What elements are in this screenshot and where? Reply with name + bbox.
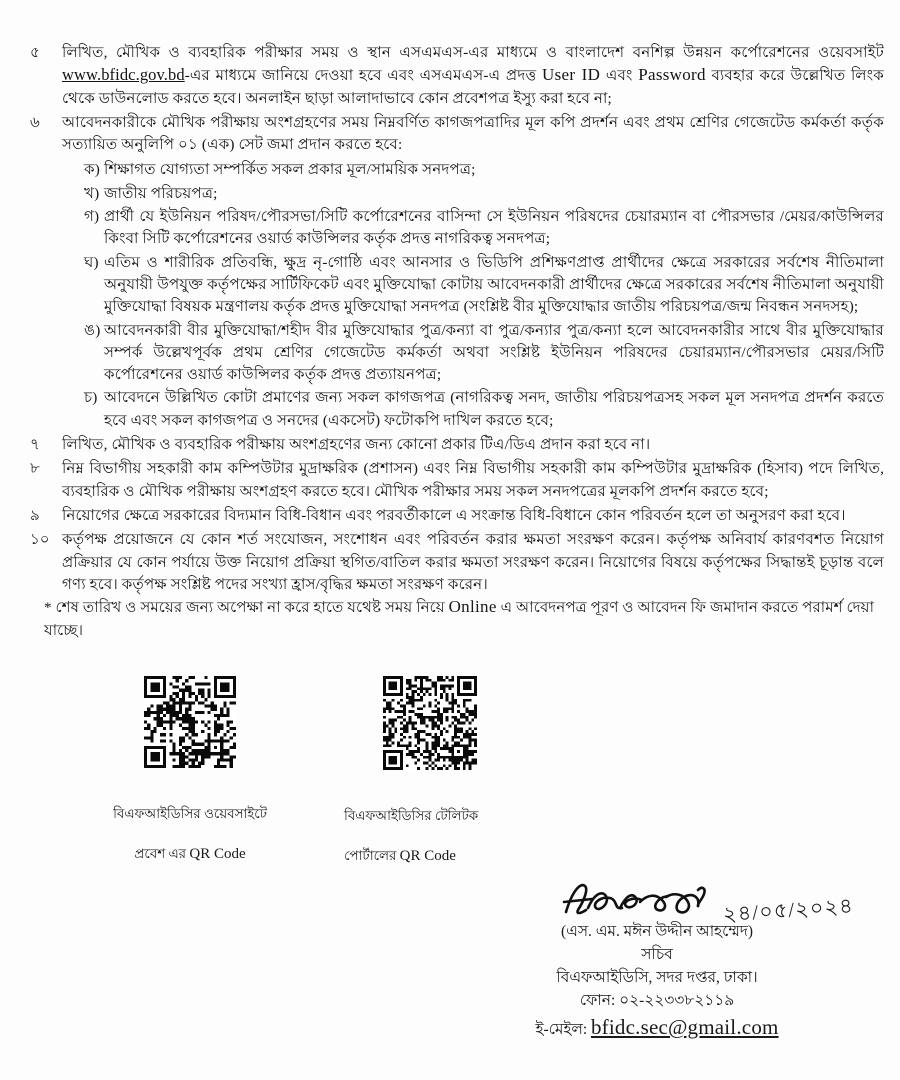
clause-number: ৯ [30, 507, 40, 524]
phone-number: ০২-২২৩৩৮২১১৯ [619, 992, 735, 1009]
clause-number: ৬ [30, 114, 40, 131]
qr-caption-latin: QR Code [399, 848, 456, 864]
advisory-note [44, 596, 874, 642]
qr-block-website [100, 676, 280, 866]
subitem [84, 183, 884, 205]
note-marker: * [44, 599, 52, 616]
signatory-name: (এস. এম. মঈন উদ্দীন আহম্মেদ) [561, 923, 753, 940]
clause-subitem-list [62, 159, 884, 432]
clause-item [22, 529, 884, 596]
clause-segment: -এর মাধ্যমে জানিয়ে দেওয়া হবে এবং এসএমএস-এ প্রদত্ত [184, 67, 543, 85]
subitem-marker: গ) [84, 208, 100, 226]
subitem [84, 387, 884, 432]
qr-caption-latin: QR Code [189, 846, 246, 862]
subitem-text: শিক্ষাগত যোগ্যতা সম্পর্কিত সকল প্রকার মূল/সাময়িক সনদপত্র; [104, 161, 476, 179]
clause-item [22, 505, 884, 527]
website-qr-caption [100, 784, 280, 864]
signatory-office: বিএফআইডিসি, সদর দপ্তর, ঢাকা। [556, 969, 758, 986]
email-address[interactable]: bfidc.sec@gmail.com [590, 1015, 779, 1039]
subitem-marker: ঘ) [84, 253, 99, 271]
note-text-part1: শেষ তারিখ ও সময়ের জন্য অপেক্ষা না করে হাতে যথেষ্ট সময় নিয়ে [55, 599, 449, 616]
note-text-part2: এ আবেদনপত্র পূরণ ও আবেদন ফি জমাদান করতে পরামর্শ দেয়া যাচ্ছে। [44, 599, 875, 639]
password-term: Password [638, 65, 706, 85]
signatory-email-row [442, 1014, 872, 1043]
clause-number: ৮ [30, 461, 40, 478]
subitem-text: আবেদনে উল্লিখিত কোটা প্রমাণের জন্য সকল কাগজপত্র (নাগরিকত্ব সনদ, জাতীয় পরিচয়পত্রসহ সকল মূল সনদপত্র প্রদর্শন করতে হবে এবং সকল কাগজপত্র ও সনদের (একসেট) ফটোকপি দাখিল করতে হবে; [104, 389, 884, 429]
clause-number: ৫ [30, 45, 40, 61]
clause-number: ৭ [30, 437, 40, 454]
website-qr-code-image[interactable] [144, 676, 236, 768]
subitem [84, 206, 884, 251]
teletalk-qr-code-image[interactable] [383, 676, 477, 770]
qr-caption-line1: বিএফআইডিসির ওয়েবসাইটে [113, 806, 267, 821]
clause-number: ১০ [30, 532, 50, 549]
clause-segment: ব্যবহার করে উল্লেখিত লিংক থেকে ডাউনলোড করতে হবে। অনলাইন ছাড়া আলাদাভাবে কোন প্রবেশপত্র ইস্যু করা হবে না; [62, 67, 884, 107]
signatory-phone-row [442, 989, 872, 1012]
subitem [84, 320, 884, 387]
qr-code-section [100, 676, 519, 866]
email-label: ই-মেইল: [535, 1021, 591, 1038]
clause-text: কর্তৃপক্ষ প্রয়োজনে যে কোন শর্ত সংযোজন, সংশোধন এবং পরিবর্তন করার ক্ষমতা সংরক্ষণ করেন। কর্তৃপক্ষ অনিবার্য কারণবশত নিয়োগ প্রক্রিয়ার যে কোন পর্যায়ে উক্ত নিয়োগ প্রক্রিয়া স্থগিত/বাতিল করার ক্ষমতা সংরক্ষণ করেন। নিয়োগের বিষয়ে কর্তৃপক্ষের সিদ্ধান্তই চূড়ান্ত বলে গণ্য হবে। কর্তৃপক্ষ সংশ্লিষ্ট পদের সংখ্যা হ্রাস/বৃদ্ধির ক্ষমতা সংরক্ষণ করেন। [62, 531, 884, 593]
clause-text [62, 42, 884, 110]
clause-item [22, 458, 884, 503]
qr-caption-line2: প্রবেশ এর [134, 846, 190, 861]
clause-text [62, 112, 884, 432]
clause-text: নিয়োগের ক্ষেত্রে সরকারের বিদ্যমান বিধি-বিধান এবং পরবর্তীকালে এ সংক্রান্ত বিধি-বিধানে কোন পরিবর্তন হলে তা অনুসরণ করা হবে। [62, 506, 846, 524]
subitem [84, 252, 884, 319]
subitem-text: জাতীয় পরিচয়পত্র; [104, 184, 218, 202]
clause-item [22, 42, 884, 110]
user-id-term: User ID [542, 65, 601, 85]
subitem-marker: খ) [84, 184, 100, 202]
clause-segment: লিখিত, মৌখিক ও ব্যবহারিক পরীক্ষার সময় ও স্থান এসএমএস-এর মাধ্যমে ও বাংলাদেশ বনশিল্প উন্নয়ন কর্পোরেশনের ওয়েবসাইট [62, 44, 884, 61]
handwritten-signature [442, 872, 872, 927]
phone-label: ফোন: [579, 992, 620, 1009]
signatory-designation: সচিব [641, 946, 673, 963]
online-term: Online [448, 597, 497, 616]
subitem-marker: চ) [84, 389, 98, 407]
qr-caption-line1: বিএফআইডিসির টেলিটক [344, 808, 479, 823]
handwritten-date: ২৪/০৫/২০২৪ [722, 893, 855, 927]
qr-block-teletalk [340, 676, 519, 866]
clause-text: লিখিত, মৌখিক ও ব্যবহারিক পরীক্ষায় অংশগ্রহণের জন্য কোনো প্রকার টিএ/ডিএ প্রদান করা হবে না। [62, 436, 651, 454]
clause-item [22, 434, 884, 456]
subitem-text: এতিম ও শারীরিক প্রতিবন্ধি, ক্ষুদ্র নৃ-গোষ্ঠি এবং আনসার ও ভিডিপি প্রশিক্ষণপ্রাপ্ত প্রার্থীদের ক্ষেত্রে সরকারের সর্বশেষ নীতিমালা অনুযায়ী উপযুক্ত কর্তৃপক্ষের সার্টিফিকেট এবং মুক্তিযোদ্ধা কোটায় আবেদনকারী প্রার্থীদের ক্ষেত্রে সরকারের সর্বশেষ নীতিমালা অনুযায়ী মুক্তিযোদ্ধা বিষয়ক মন্ত্রণালয় কর্তৃক প্রদত্ত মুক্তিযোদ্ধা সনদপত্র (সংশ্লিষ্ট বীর মুক্তিযোদ্ধার জাতীয় পরিচয়পত্র/জন্ম নিবন্ধন সনদসহ); [104, 253, 884, 316]
clause-list [22, 42, 884, 598]
qr-caption-line2: পোর্টালের [344, 848, 400, 863]
subitem-marker: ঙ) [84, 321, 101, 339]
clause-segment: আবেদনকারীকে মৌখিক পরীক্ষায় অংশগ্রহণের সময় নিম্নবর্ণিত কাগজপত্রাদির মূল কপি প্রদর্শন এবং প্রথম শ্রেণির গেজেটেড কর্মকর্তা কর্তৃক সত্যায়িত অনুলিপি ০১ (এক) সেট জমা প্রদান করতে হবে: [62, 113, 884, 154]
clause-text: নিম্ন বিভাগীয় সহকারী কাম কম্পিউটার মুদ্রাক্ষরিক (প্রশাসন) এবং নিম্ন বিভাগীয় সহকারী কাম কম্পিউটার মুদ্রাক্ষরিক (হিসাব) পদে লিখিত, ব্যবহারিক ও মৌখিক পরীক্ষায় অংশগ্রহণ করতে হবে। মৌখিক পরীক্ষার সময় সকল সনদপত্রের মূলকপি প্রদর্শন করতে হবে; [62, 460, 884, 500]
subitem-text: প্রার্থী যে ইউনিয়ন পরিষদ/পৌরসভা/সিটি কর্পোরেশনের বাসিন্দা সে ইউনিয়ন পরিষদের চেয়ারম্যান বা পৌরসভার /মেয়র/কাউন্সিলর কিংবা সিটি কর্পোরেশনের ওয়ার্ড কাউন্সিলর কর্তৃক প্রদত্ত নাগরিকত্ব সনদপত্র; [104, 208, 884, 248]
subitem-text: আবেদনকারী বীর মুক্তিযোদ্ধা/শহীদ বীর মুক্তিযোদ্ধার পুত্র/কন্যা বা পুত্র/কন্যার পুত্র/কন্যা হলে আবেদনকারীর সাথে বীর মুক্তিযোদ্ধার সম্পর্ক উল্লেখপূর্বক প্রথম শ্রেণির গেজেটেড কর্মকর্তা অথবা সংশ্লিষ্ট ইউনিয়ন পরিষদের চেয়ারম্যান/পৌরসভার মেয়র/সিটি কর্পোরেশনের ওয়ার্ড কাউন্সিলর কর্তৃক প্রদত্ত প্রত্যায়নপত্র; [104, 321, 884, 384]
website-link[interactable]: www.bfidc.gov.bd [62, 65, 185, 85]
teletalk-qr-caption [340, 786, 519, 866]
signature-block [442, 872, 872, 1043]
clause-item [22, 112, 884, 432]
subitem-marker: ক) [84, 161, 100, 179]
clause-segment: এবং [600, 67, 639, 85]
subitem [84, 159, 884, 181]
